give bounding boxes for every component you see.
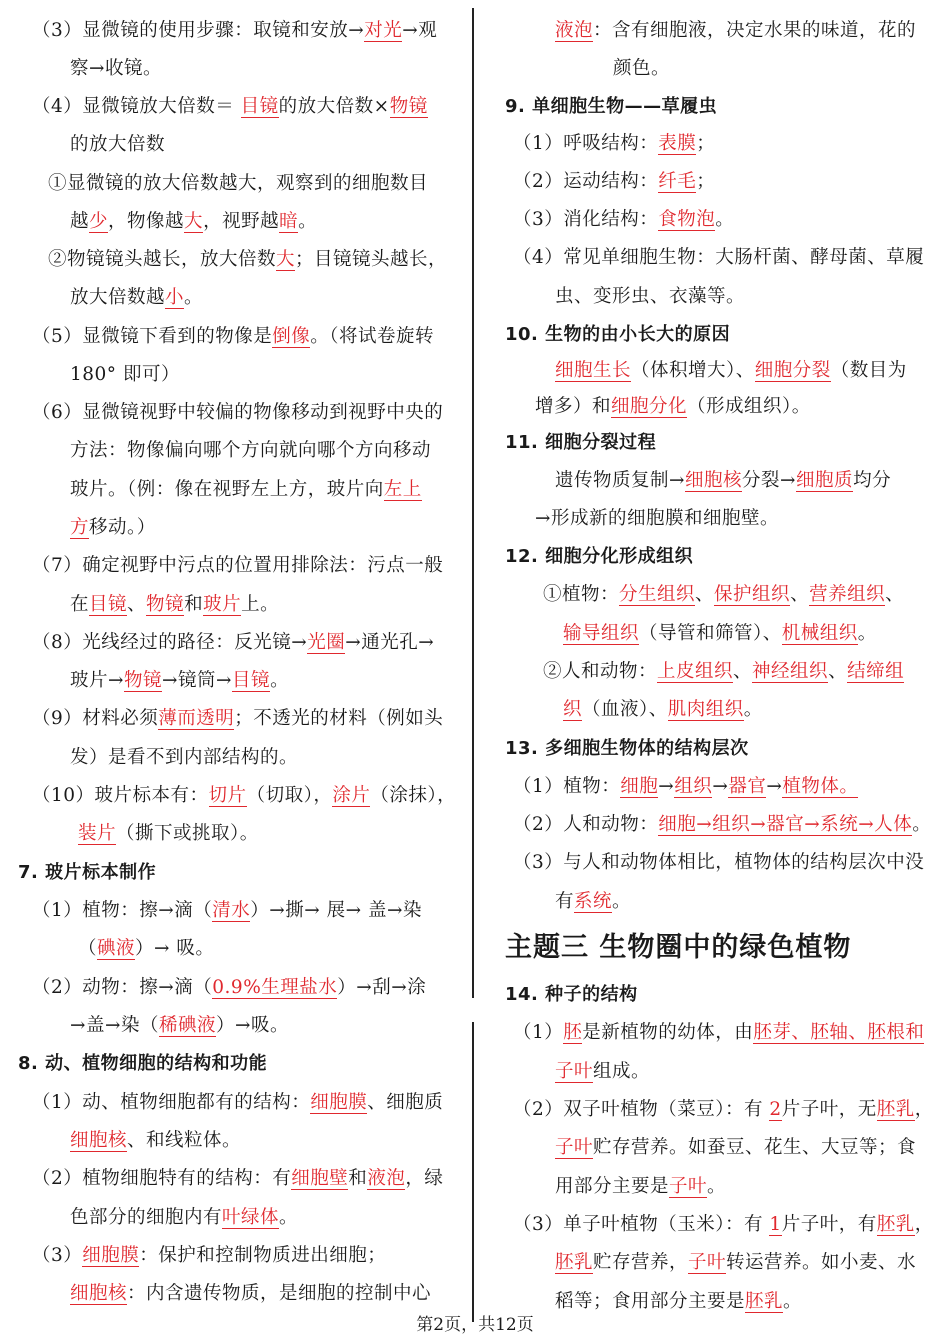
text-line: [48, 247, 447, 273]
answer-blank: 子叶: [688, 1252, 727, 1273]
answer-blank: 方: [70, 517, 90, 538]
text-span: 均分: [853, 470, 892, 491]
answer-blank: 大: [276, 249, 296, 270]
section-heading: [505, 736, 749, 762]
text-span: 。（将试卷旋转: [310, 326, 435, 347]
text-line: [513, 169, 715, 195]
text-line: [32, 898, 422, 924]
text-span: →通光孔→: [345, 632, 435, 653]
text-span: （1）动、植物细胞都有的结构：: [32, 1092, 311, 1113]
text-span: 的放大倍数×: [278, 96, 390, 117]
text-span: 贮存营养，: [593, 1252, 689, 1273]
text-span: （切取），: [246, 785, 333, 806]
answer-blank: 物镜: [124, 670, 163, 691]
text-span: 察→收镜。: [70, 58, 163, 79]
answer-blank: 对光: [364, 20, 403, 41]
answer-blank: 细胞→组织→器官→系统→人体: [658, 814, 913, 835]
text-span: （涂抹），: [370, 785, 457, 806]
text-line: [70, 1128, 241, 1154]
text-span: （5）显微镜下看到的物像是: [32, 326, 273, 347]
text-span: →: [766, 776, 783, 797]
text-span: 虫、变形虫、衣藻等。: [555, 286, 746, 307]
text-span: 、细胞质: [367, 1092, 444, 1113]
text-line: [555, 1135, 916, 1161]
answer-blank: 机械组织: [781, 623, 858, 644]
answer-blank: 目镜: [240, 96, 279, 117]
text-span: （1）植物：擦→滴（: [32, 900, 213, 921]
text-line: [32, 18, 437, 44]
answer-blank: 子叶: [555, 1061, 594, 1082]
text-span: ①植物：: [543, 584, 620, 605]
text-line: [70, 1205, 298, 1231]
text-span: （: [78, 938, 98, 959]
text-span: 。: [743, 699, 763, 720]
answer-blank: 涂片: [332, 785, 371, 806]
answer-blank: 组织: [674, 776, 713, 797]
section-title: [505, 930, 851, 966]
text-line: [32, 630, 434, 656]
answer-blank: 倒像: [272, 326, 311, 347]
answer-blank: 营养组织: [809, 584, 886, 605]
text-span: 和: [184, 594, 204, 615]
text-span: ，视野越: [203, 211, 280, 232]
text-span: 用部分主要是: [555, 1176, 670, 1197]
text-span: 、: [885, 584, 905, 605]
text-span: 12. 细胞分化形成组织: [505, 546, 694, 567]
text-span: ：含有细胞液，决定水果的味道，花的: [593, 20, 917, 41]
text-line: [32, 400, 443, 426]
text-line: [70, 209, 317, 235]
text-line: [32, 94, 428, 120]
answer-blank: 系统: [574, 891, 613, 912]
answer-blank: 植物体。: [782, 776, 859, 797]
text-line: [70, 438, 431, 464]
answer-blank: 1: [769, 1214, 782, 1235]
answer-blank: 清水: [212, 900, 251, 921]
text-line: [555, 18, 916, 44]
text-span: 颜色。: [613, 58, 671, 79]
text-line: [70, 56, 162, 82]
answer-blank: 胚乳: [555, 1252, 594, 1273]
text-span: （4）常见单细胞生物：大肠杆菌、酵母菌、草履: [513, 247, 925, 268]
text-span: 移动。）: [89, 517, 156, 538]
answer-blank: 表膜: [658, 133, 697, 154]
text-span: ①显微镜的放大倍数越大，观察到的细胞数目: [48, 173, 429, 194]
text-line: [563, 621, 877, 647]
text-span: 片子叶，有: [781, 1214, 877, 1235]
answer-blank: 织: [563, 699, 583, 720]
text-line: [513, 1020, 924, 1046]
text-span: ）→撕→ 展→ 盖→染: [250, 900, 423, 921]
text-span: ；不透光的材料（例如头: [234, 708, 444, 729]
answer-blank: 玻片: [203, 594, 242, 615]
text-line: [555, 1059, 650, 1085]
text-span: 转运营养。如小麦、水: [726, 1252, 917, 1273]
text-span: →: [712, 776, 729, 797]
text-span: 。: [184, 287, 204, 308]
text-line: [70, 592, 279, 618]
text-line: [78, 821, 259, 847]
text-span: ，物像越: [108, 211, 185, 232]
text-span: 、: [733, 661, 753, 682]
answer-blank: 目镜: [89, 594, 128, 615]
answer-blank: 分生组织: [619, 584, 696, 605]
section-heading: [505, 982, 638, 1008]
text-span: （3）: [32, 1245, 83, 1266]
text-span: 。: [912, 814, 932, 835]
text-span: →形成新的细胞膜和细胞壁。: [535, 508, 780, 529]
section-heading: [18, 1051, 267, 1077]
answer-blank: 细胞分化: [611, 396, 688, 417]
answer-blank: 子叶: [669, 1176, 708, 1197]
answer-blank: 目镜: [232, 670, 271, 691]
text-span: 玻片。（例：像在视野左上方，玻片向: [70, 479, 384, 500]
text-span: 。: [783, 1291, 803, 1312]
answer-blank: 碘液: [97, 938, 136, 959]
text-span: （7）确定视野中污点的位置用排除法：污点一般: [32, 555, 444, 576]
text-span: 。: [707, 1176, 727, 1197]
section-heading: [505, 94, 717, 120]
text-line: [513, 131, 715, 157]
answer-blank: 上皮组织: [657, 661, 734, 682]
text-span: （6）显微镜视野中较偏的物像移动到视野中央的: [32, 402, 444, 423]
text-span: 贮存营养。如蚕豆、花生、大豆等；食: [593, 1137, 917, 1158]
answer-blank: 细胞核: [685, 470, 743, 491]
text-line: [70, 745, 298, 771]
text-span: 14. 种子的结构: [505, 984, 638, 1005]
text-line: [48, 171, 428, 197]
text-span: ）→ 吸。: [135, 938, 215, 959]
answer-blank: 细胞核: [70, 1283, 128, 1304]
answer-blank: 胚乳: [876, 1214, 915, 1235]
text-span: （10）玻片标本有：: [32, 785, 209, 806]
text-line: [543, 659, 904, 685]
answer-blank: 小: [165, 287, 185, 308]
text-span: ；: [696, 133, 716, 154]
text-span: ；: [696, 171, 716, 192]
column-divider-lower: [472, 1022, 474, 1322]
text-span: （1）植物：: [513, 776, 621, 797]
answer-blank: 输导组织: [563, 623, 640, 644]
text-span: 的放大倍数: [70, 134, 166, 155]
text-line: [555, 358, 907, 384]
answer-blank: 胚: [563, 1022, 583, 1043]
text-span: →观: [402, 20, 438, 41]
answer-blank: 胚芽、胚轴、胚根和: [753, 1022, 925, 1043]
text-line: [70, 1013, 289, 1039]
text-span: 。: [279, 1207, 299, 1228]
text-line: [513, 850, 924, 876]
answer-blank: 液泡: [555, 20, 594, 41]
column-divider-upper: [472, 8, 474, 998]
answer-blank: 左上: [383, 479, 422, 500]
text-span: 。: [612, 891, 632, 912]
answer-blank: 细胞膜: [82, 1245, 140, 1266]
text-line: [70, 285, 203, 311]
text-span: 发）是看不到内部结构的。: [70, 747, 299, 768]
text-span: （撕下或挑取）。: [116, 823, 259, 844]
text-span: （体积增大）、: [631, 360, 755, 381]
text-span: （9）材料必须: [32, 708, 159, 729]
answer-blank: 纤毛: [658, 171, 697, 192]
text-line: [78, 936, 214, 962]
text-span: （3）单子叶植物（玉米）：有: [513, 1214, 770, 1235]
text-span: （导管和筛管）、: [639, 623, 782, 644]
text-span: 9. 单细胞生物——草履虫: [505, 96, 718, 117]
answer-blank: 子叶: [555, 1137, 594, 1158]
text-span: （3）与人和动物体相比，植物体的结构层次中没: [513, 852, 925, 873]
text-span: →镜筒→: [162, 670, 233, 691]
text-line: [513, 1212, 934, 1238]
text-line: [70, 362, 180, 388]
answer-blank: 细胞质: [796, 470, 854, 491]
text-span: （3）显微镜的使用步骤：取镜和安放→: [32, 20, 365, 41]
text-line: [32, 783, 456, 809]
answer-blank: 2: [769, 1099, 782, 1120]
answer-blank: 细胞分裂: [754, 360, 831, 381]
text-line: [513, 774, 858, 800]
text-span: （形成组织）。: [687, 396, 811, 417]
text-span: →盖→染（: [70, 1015, 160, 1036]
answer-blank: 神经组织: [752, 661, 829, 682]
text-line: [555, 1250, 916, 1276]
text-span: 越: [70, 211, 90, 232]
text-span: （1）: [513, 1022, 564, 1043]
section-heading: [505, 430, 656, 456]
answer-blank: 叶绿体: [222, 1207, 280, 1228]
answer-blank: 细胞: [620, 776, 659, 797]
text-span: （2）植物细胞特有的结构：有: [32, 1168, 292, 1189]
text-line: [70, 477, 422, 503]
text-span: 。: [715, 209, 735, 230]
text-span: ，: [914, 1099, 934, 1120]
text-line: [32, 1243, 386, 1269]
answer-blank: 食物泡: [658, 209, 716, 230]
answer-blank: 细胞壁: [291, 1168, 349, 1189]
text-line: [32, 706, 443, 732]
answer-blank: 切片: [208, 785, 247, 806]
answer-blank: 液泡: [367, 1168, 406, 1189]
text-line: [513, 207, 734, 233]
text-span: 、: [695, 584, 715, 605]
text-line: [535, 506, 779, 532]
text-line: [543, 582, 904, 608]
text-span: 主题三 生物圈中的绿色植物: [505, 932, 852, 963]
text-line: [32, 1090, 443, 1116]
text-span: 是新植物的幼体，由: [582, 1022, 754, 1043]
answer-blank: 物镜: [389, 96, 428, 117]
text-span: 13. 多细胞生物体的结构层次: [505, 738, 749, 759]
text-span: ，绿: [405, 1168, 444, 1189]
text-span: 。: [857, 623, 877, 644]
text-span: 上。: [241, 594, 280, 615]
text-span: 、: [127, 594, 147, 615]
text-line: [513, 812, 931, 838]
answer-blank: 暗: [279, 211, 299, 232]
text-span: 有: [555, 891, 575, 912]
text-span: （3）消化结构：: [513, 209, 659, 230]
text-line: [555, 889, 631, 915]
text-line: [32, 975, 426, 1001]
text-span: 10. 生物的由小长大的原因: [505, 324, 731, 345]
text-span: 、: [828, 661, 848, 682]
text-span: （2）双子叶植物（菜豆）：有: [513, 1099, 770, 1120]
text-span: （2）运动结构：: [513, 171, 659, 192]
text-line: [513, 245, 924, 271]
text-line: [70, 1281, 431, 1307]
text-span: 增多）和: [535, 396, 612, 417]
answer-blank: 细胞生长: [555, 360, 632, 381]
answer-blank: 物镜: [146, 594, 185, 615]
text-span: ）→吸。: [216, 1015, 290, 1036]
text-span: 在: [70, 594, 90, 615]
answer-blank: 0.9%生理盐水: [212, 977, 338, 998]
text-line: [555, 468, 891, 494]
text-line: [32, 1166, 443, 1192]
text-line: [513, 1097, 934, 1123]
answer-blank: 细胞核: [70, 1130, 128, 1151]
text-span: ，: [914, 1214, 934, 1235]
text-span: 色部分的细胞内有: [70, 1207, 223, 1228]
text-span: 玻片→: [70, 670, 125, 691]
text-span: ：内含遗传物质，是细胞的控制中心: [127, 1283, 432, 1304]
text-span: ②物镜镜头越长，放大倍数: [48, 249, 277, 270]
text-span: ：保护和控制物质进出细胞；: [139, 1245, 387, 1266]
answer-blank: 细胞膜: [310, 1092, 368, 1113]
text-span: 稻等；食用部分主要是: [555, 1291, 746, 1312]
text-span: （数目为: [830, 360, 907, 381]
page-footer: 第2页，共12页: [416, 1315, 534, 1335]
text-span: （8）光线经过的路径：反光镜→: [32, 632, 308, 653]
text-span: ）→刮→涂: [337, 977, 427, 998]
text-span: （1）呼吸结构：: [513, 133, 659, 154]
text-line: [70, 515, 156, 541]
text-span: 片子叶，无: [781, 1099, 877, 1120]
answer-blank: 稀碘液: [159, 1015, 217, 1036]
section-heading: [505, 322, 730, 348]
text-span: 7. 玻片标本制作: [18, 862, 157, 883]
text-span: 180° 即可）: [70, 364, 180, 385]
answer-blank: 器官: [728, 776, 767, 797]
text-span: 方法：物像偏向哪个方向就向哪个方向移动: [70, 440, 432, 461]
text-line: [70, 668, 289, 694]
answer-blank: 胚乳: [876, 1099, 915, 1120]
text-span: （2）动物：擦→滴（: [32, 977, 213, 998]
text-span: （4）显微镜放大倍数＝: [32, 96, 241, 117]
text-line: [555, 1174, 726, 1200]
text-span: （2）人和动物：: [513, 814, 659, 835]
text-span: 8. 动、植物细胞的结构和功能: [18, 1053, 268, 1074]
section-heading: [505, 544, 693, 570]
text-span: 组成。: [593, 1061, 651, 1082]
answer-blank: 装片: [78, 823, 117, 844]
text-span: ；目镜镜头越长，: [295, 249, 448, 270]
text-line: [32, 553, 443, 579]
text-span: 和: [348, 1168, 368, 1189]
text-span: 放大倍数越: [70, 287, 166, 308]
text-span: 分裂→: [742, 470, 797, 491]
text-line: [32, 324, 434, 350]
answer-blank: 少: [89, 211, 109, 232]
text-line: [70, 132, 165, 158]
text-span: →: [658, 776, 675, 797]
text-span: 、: [790, 584, 810, 605]
text-span: 、和线粒体。: [127, 1130, 242, 1151]
text-line: [555, 284, 745, 310]
text-span: 遗传物质复制→: [555, 470, 686, 491]
answer-blank: 保护组织: [714, 584, 791, 605]
text-span: 11. 细胞分裂过程: [505, 432, 657, 453]
answer-blank: 结缔组: [847, 661, 905, 682]
answer-blank: 大: [184, 211, 204, 232]
text-span: （血液）、: [582, 699, 668, 720]
answer-blank: 胚乳: [745, 1291, 784, 1312]
text-span: 。: [270, 670, 290, 691]
text-span: ②人和动物：: [543, 661, 658, 682]
answer-blank: 薄而透明: [158, 708, 235, 729]
text-line: [535, 394, 811, 420]
text-span: 。: [298, 211, 318, 232]
answer-blank: 肌肉组织: [667, 699, 744, 720]
text-line: [563, 697, 763, 723]
text-line: [613, 56, 670, 82]
section-heading: [18, 860, 156, 886]
answer-blank: 光圈: [307, 632, 346, 653]
